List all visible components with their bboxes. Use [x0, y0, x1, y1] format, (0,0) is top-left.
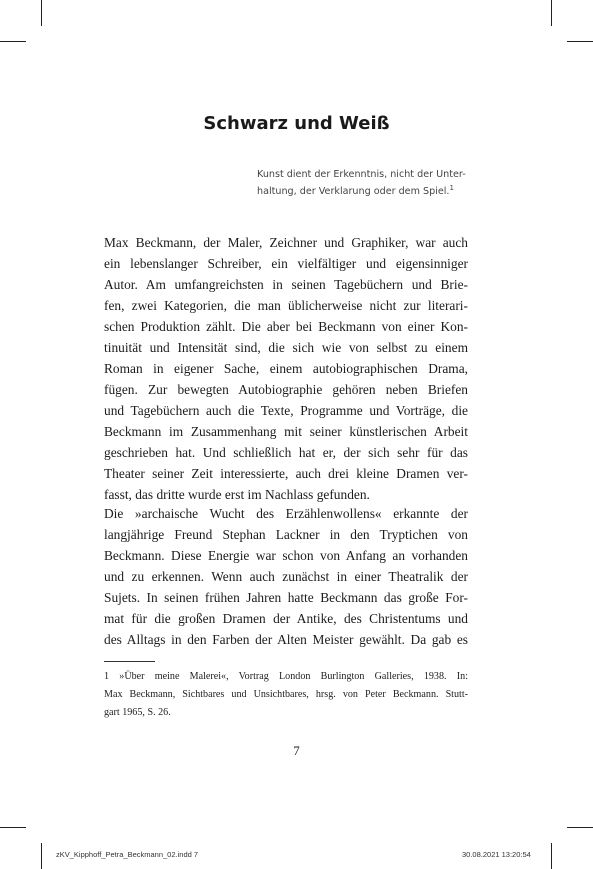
- text-line: Theater seiner Zeit interessierte, auch drei kleine Dramen ver-: [104, 466, 468, 481]
- text-line: Die »archaische Wucht des Erzählenwollens« erkannte der: [104, 506, 468, 521]
- text-line: Max Beckmann, der Maler, Zeichner und Graphiker, war auch: [104, 235, 468, 250]
- crop-mark: [567, 827, 593, 828]
- text-line: tinuität und Intensität sind, die sich wie von selbst zu einem: [104, 340, 468, 355]
- text-line: langjährige Freund Stephan Lackner in den Tryptichen von: [104, 527, 468, 542]
- slug-filename: zKV_Kipphoff_Petra_Beckmann_02.indd 7: [56, 850, 199, 859]
- text-line: Autor. Am umfangreichsten in seinen Tagebüchern und Brie-: [104, 277, 468, 292]
- footnote-reference: 1: [449, 183, 454, 192]
- text-line: des Alltags in den Farben der Alten Meister gewählt. Da gab es: [104, 632, 468, 647]
- text-line: fen, zwei Kategorien, die man üblicherweise nicht zur literari-: [104, 298, 468, 313]
- epigraph: [257, 166, 469, 200]
- epigraph-line: Kunst dient der Erkenntnis, nicht der Unter-: [257, 169, 466, 180]
- text-line: fasst, das dritte wurde erst im Nachlass gefunden.: [104, 487, 370, 502]
- crop-mark: [0, 41, 26, 42]
- text-line: Roman in eigener Sache, einem autobiographischen Drama,: [104, 361, 468, 376]
- text-line: Beckmann. Diese Energie war schon von Anfang an vorhanden: [104, 548, 468, 563]
- footnote-line: gart 1965, S. 26.: [104, 707, 171, 718]
- footnote-line: Max Beckmann, Sichtbares und Unsichtbares, hrsg. von Peter Beckmann. Stutt-: [104, 689, 468, 700]
- text-line: und Tagebüchern auch die Texte, Programme und Vorträge, die: [104, 403, 468, 418]
- crop-mark: [41, 0, 42, 26]
- crop-mark: [0, 827, 26, 828]
- footnote-line: 1 »Über meine Malerei«, Vortrag London Burlington Galleries, 1938. In:: [104, 671, 468, 682]
- crop-mark: [551, 0, 552, 26]
- body-paragraph: [104, 232, 468, 505]
- crop-mark: [551, 843, 552, 869]
- footnote-divider: [104, 661, 155, 662]
- crop-mark: [41, 843, 42, 869]
- text-line: fügen. Zur bewegten Autobiographie gehören neben Briefen: [104, 382, 468, 397]
- text-line: mat für die großen Dramen der Antike, des Christentums und: [104, 611, 468, 626]
- crop-mark: [567, 41, 593, 42]
- epigraph-line: haltung, der Verklarung oder dem Spiel.: [257, 186, 450, 197]
- page-number: 7: [293, 743, 300, 758]
- footnote: [104, 668, 468, 722]
- page-title: Schwarz und Weiß: [203, 113, 390, 134]
- text-line: Beckmann im Zusammenhang mit seiner künstlerischen Arbeit: [104, 424, 468, 439]
- text-line: und zu erkennen. Wenn auch zunächst in einer Theatralik der: [104, 569, 468, 584]
- text-line: ein lebenslanger Schreiber, ein vielfältiger und eigensinniger: [104, 256, 468, 271]
- slug-timestamp: 30.08.2021 13:20:54: [462, 850, 531, 859]
- text-line: geschrieben hat. Und schließlich hat er, der sich sehr für das: [104, 445, 468, 460]
- text-line: Sujets. In seinen frühen Jahren hatte Beckmann das große For-: [104, 590, 468, 605]
- body-paragraph: [104, 503, 468, 650]
- text-line: schen Produktion zählt. Die aber bei Beckmann von einer Kon-: [104, 319, 468, 334]
